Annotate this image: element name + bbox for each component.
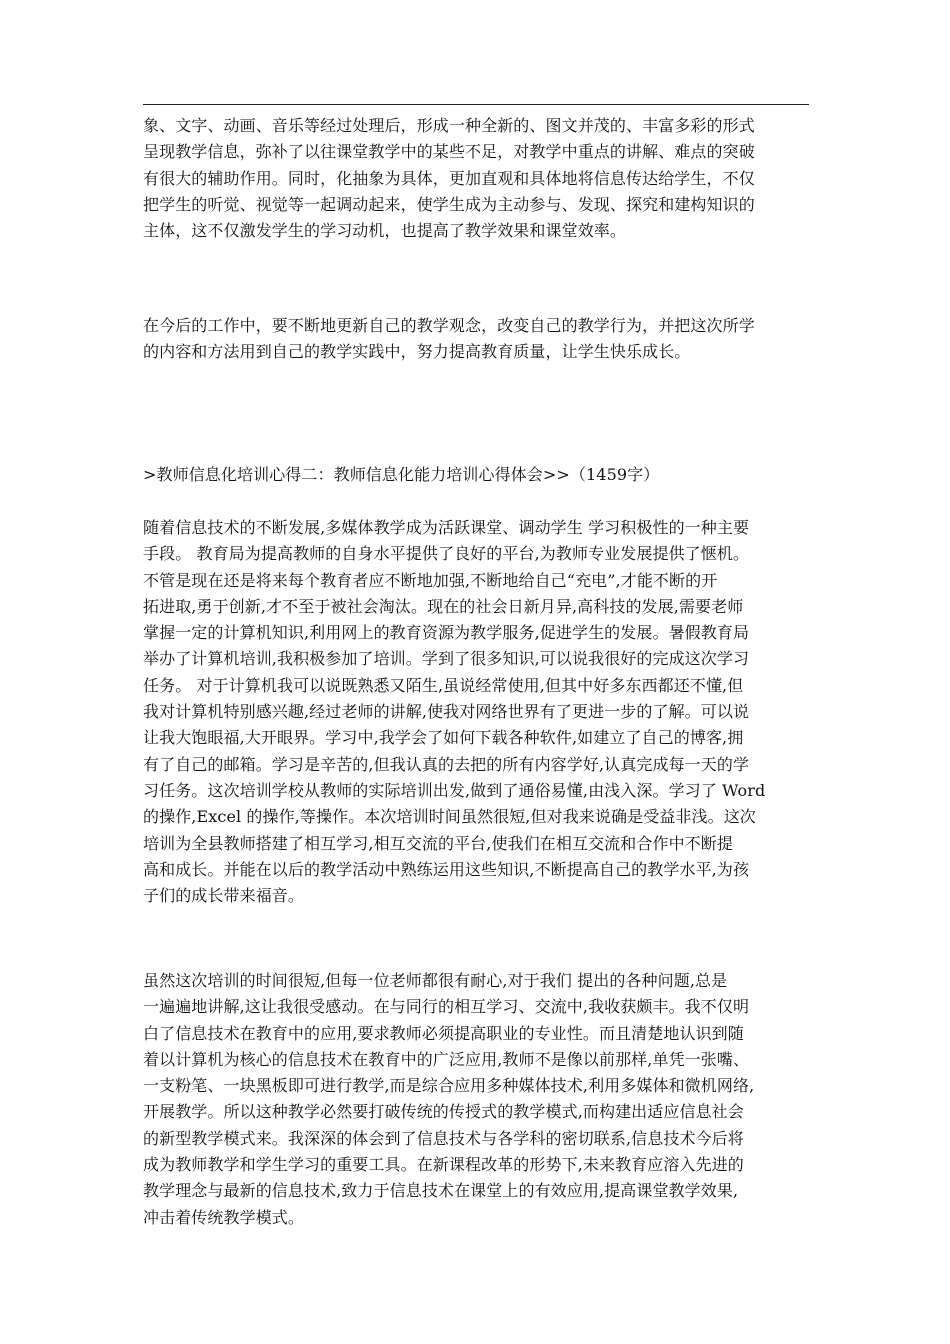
text-line: 子们的成长带来福音。: [143, 886, 305, 906]
text-line: 我对计算机特别感兴趣,经过老师的讲解,使我对网络世界有了更进一步的了解。可以说: [143, 702, 750, 722]
text-line: 教学理念与最新的信息技术,致力于信息技术在课堂上的有效应用,提高课堂教学效果,: [143, 1181, 739, 1201]
text-line: 成为教师教学和学生学习的重要工具。在新课程改革的形势下,未来教育应溶入先进的: [143, 1155, 744, 1175]
text-line: 任务。 对于计算机我可以说既熟悉又陌生,虽说经常使用,但其中好多东西都还不懂,但: [143, 675, 744, 695]
paragraph-training-experience: [143, 515, 819, 909]
paragraph-reflection: [143, 968, 819, 1231]
text-line: 白了信息技术在教育中的应用,要求教师必须提高职业的专业性。而且清楚地认识到随: [143, 1023, 744, 1043]
text-line: 让我大饱眼福,大开眼界。学习中,我学会了如何下载各种软件,如建立了自己的博客,拥: [143, 728, 744, 748]
text-line: 着以计算机为核心的信息技术在教育中的广泛应用,教师不是像以前那样,单凭一张嘴、: [143, 1049, 750, 1069]
text-line: 冲击着传统教学模式。: [143, 1207, 305, 1227]
text-line: 虽然这次培训的时间很短,但每一位老师都很有耐心,对于我们 提出的各种问题,总是: [143, 971, 728, 990]
text-line: 有了自己的邮箱。学习是辛苦的,但我认真的去把的所有内容学好,认真完成每一天的学: [143, 754, 750, 774]
text-line: 掌握一定的计算机知识,利用网上的教育资源为教学服务,促进学生的发展。暑假教育局: [143, 623, 750, 643]
paragraph-future-work: [143, 313, 819, 366]
text-line: 象、文字、动画、音乐等经过处理后，形成一种全新的、图文并茂的、丰富多彩的形式: [143, 116, 755, 135]
text-line: 一支粉笔、一块黑板即可进行教学,而是综合应用多种媒体技术,利用多媒体和微机网络,: [143, 1076, 755, 1096]
text-line: 培训为全县教师搭建了相互学习,相互交流的平台,使我们在相互交流和合作中不断提: [143, 833, 733, 853]
text-line: 习任务。这次培训学校从教师的实际培训出发,做到了通俗易懂,由浅入深。学习了 Word: [143, 780, 766, 800]
text-line: 的操作,Excel 的操作,等操作。本次培训时间虽然很短,但对我来说确是受益非浅。这次: [143, 807, 756, 827]
text-line: 的新型教学模式来。我深深的体会到了信息技术与各学科的密切联系,信息技术今后将: [143, 1128, 744, 1148]
text-line: 举办了计算机培训,我积极参加了培训。学到了很多知识,可以说我很好的完成这次学习: [143, 649, 750, 669]
text-line: 拓进取,勇于创新,才不至于被社会淘汰。现在的社会日新月异,高科技的发展,需要老师: [143, 596, 744, 616]
text-line: 手段。 教育局为提高教师的自身水平提供了良好的平台,为教师专业发展提供了惬机。: [143, 544, 750, 564]
section-heading: [143, 462, 819, 488]
paragraph-intro-continuation: [143, 113, 819, 244]
text-line: >教师信息化培训心得二：教师信息化能力培训心得体会>>（1459字）: [143, 465, 660, 484]
text-line: 一遍遍地讲解,这让我很受感动。在与同行的相互学习、交流中,我收获颇丰。我不仅明: [143, 997, 750, 1017]
text-line: 高和成长。并能在以后的教学活动中熟练运用这些知识,不断提高自己的教学水平,为孩: [143, 859, 750, 879]
text-line: 把学生的听觉、视觉等一起调动起来，使学生成为主动参与、发现、探究和建构知识的: [143, 194, 755, 214]
text-line: 的内容和方法用到自己的教学实践中，努力提高教育质量，让学生快乐成长。: [143, 342, 691, 362]
text-line: 随着信息技术的不断发展,多媒体教学成为活跃课堂、调动学生 学习积极性的一种主要: [143, 518, 750, 537]
text-line: 呈现教学信息，弥补了以往课堂教学中的某些不足，对教学中重点的讲解、难点的突破: [143, 142, 755, 162]
text-line: 不管是现在还是将来每个教育者应不断地加强,不断地给自己“充电”,才能不断的开: [143, 570, 718, 590]
text-line: 有很大的辅助作用。同时，化抽象为具体，更加直观和具体地将信息传达给学生，不仅: [143, 168, 755, 188]
text-line: 主体，这不仅激发学生的学习动机，也提高了教学效果和课堂效率。: [143, 221, 627, 241]
text-line: 在今后的工作中，要不断地更新自己的教学观念，改变自己的教学行为，并把这次所学: [143, 316, 755, 335]
text-line: 开展教学。所以这种教学必然要打破传统的传授式的教学模式,而构建出适应信息社会: [143, 1102, 744, 1122]
header-rule: [143, 104, 809, 105]
